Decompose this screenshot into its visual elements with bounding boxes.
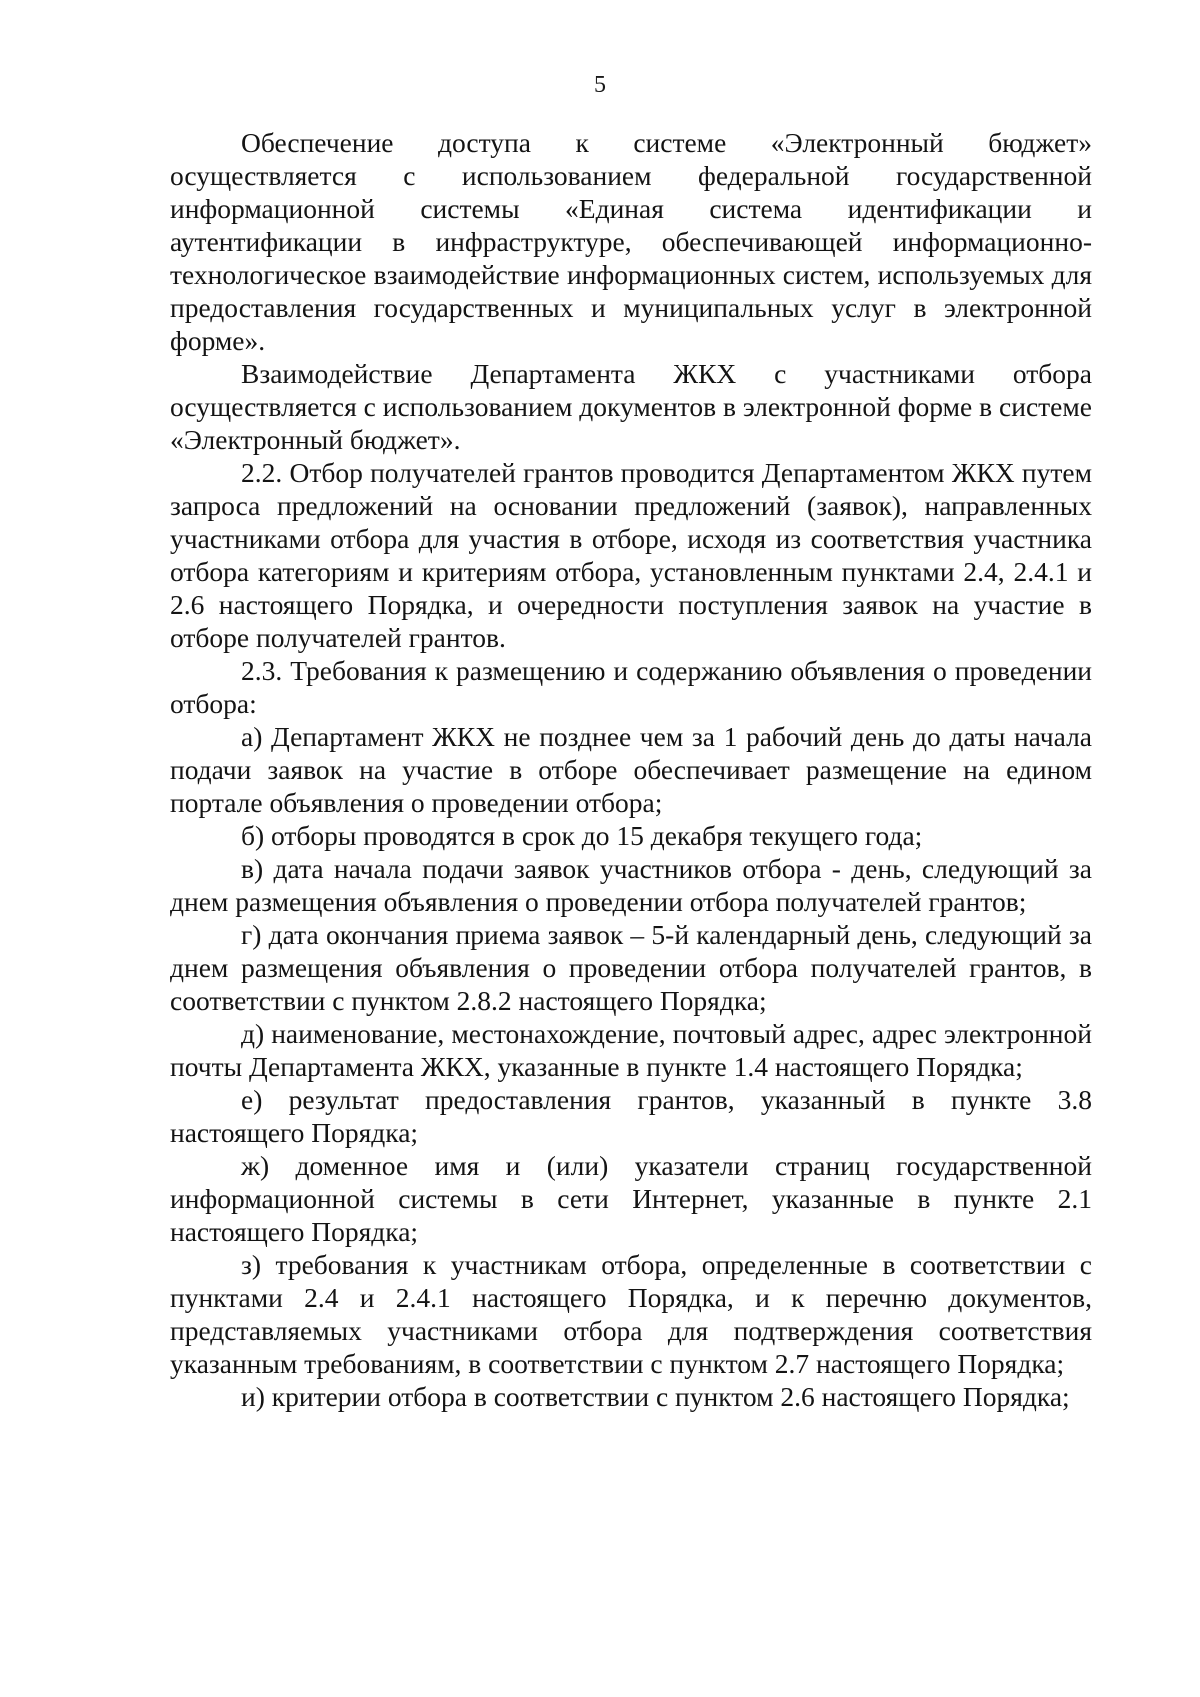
paragraph-electronic-budget-access: Обеспечение доступа к системе «Электронный бюджет» осуществляется с использованием федеральной государственной информационной системы «Единая система идентификации и аутентификации в инфраструктуре, обеспечивающей информационно-технологическое взаимодействие информационных систем, используемых для предоставления государственных и муниципальных услуг в электронной форме». [170, 127, 1092, 356]
paragraph-2-3: 2.3. Требования к размещению и содержанию объявления о проведении отбора: [170, 655, 1092, 719]
list-item-b: б) отборы проводятся в срок до 15 декабря текущего года; [241, 820, 923, 851]
list-item-g: г) дата окончания приема заявок – 5-й календарный день, следующий за днем размещения объявления о проведении отбора получателей грантов, в соответствии с пунктом 2.8.2 настоящего Порядка; [170, 919, 1092, 1016]
list-item-zh: ж) доменное имя и (или) указатели страниц государственной информационной системы в сети Интернет, указанные в пункте 2.1 настоящего Порядка; [170, 1150, 1092, 1247]
list-item-v: в) дата начала подачи заявок участников отбора - день, следующий за днем размещения объявления о проведении отбора получателей грантов; [170, 853, 1092, 917]
list-item-i: и) критерии отбора в соответствии с пунктом 2.6 настоящего Порядка; [241, 1381, 1070, 1412]
list-item-z: з) требования к участникам отбора, определенные в соответствии с пунктами 2.4 и 2.4.1 настоящего Порядка, и к перечню документов, представляемых участниками отбора для подтверждения соответствия указанным требованиям, в соответствии с пунктом 2.7 настоящего Порядка; [170, 1249, 1092, 1379]
list-item-a: а) Департамент ЖКХ не позднее чем за 1 рабочий день до даты начала подачи заявок на участие в отборе обеспечивает размещение на едином портале объявления о проведении отбора; [170, 721, 1092, 818]
document-body [170, 126, 1092, 1413]
page-number: 5 [594, 72, 606, 98]
list-item-d: д) наименование, местонахождение, почтовый адрес, адрес электронной почты Департамента ЖКХ, указанные в пункте 1.4 настоящего Порядка; [170, 1018, 1092, 1082]
paragraph-interaction: Взаимодействие Департамента ЖКХ с участниками отбора осуществляется с использованием документов в электронной форме в системе «Электронный бюджет». [170, 358, 1092, 455]
list-item-e: е) результат предоставления грантов, указанный в пункте 3.8 настоящего Порядка; [170, 1084, 1092, 1148]
paragraph-2-2: 2.2. Отбор получателей грантов проводится Департаментом ЖКХ путем запроса предложений на основании предложений (заявок), направленных участниками отбора для участия в отборе, исходя из соответствия участника отбора категориям и критериям отбора, установленным пунктами 2.4, 2.4.1 и 2.6 настоящего Порядка, и очередности поступления заявок на участие в отборе получателей грантов. [170, 457, 1092, 653]
